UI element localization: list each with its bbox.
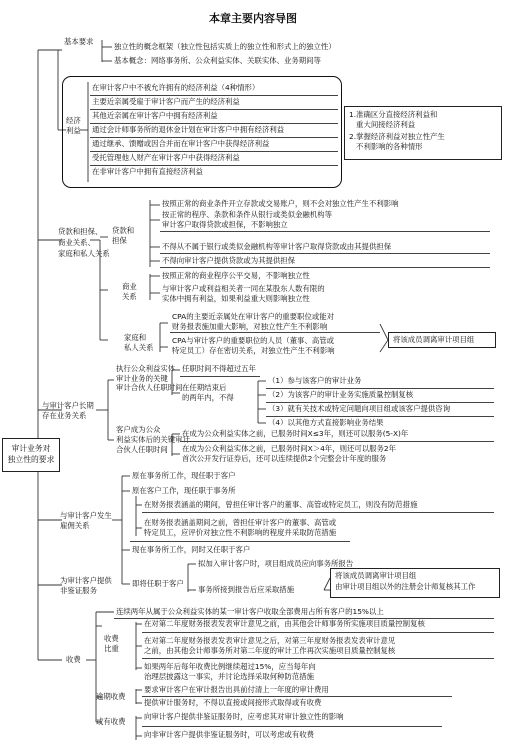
loan-item: 不得向审计客户提供贷款或为其提供担保 (162, 256, 296, 265)
ratio-item: 在对第二年度财务报表发表审计意见之后，对第三年度财务报表发表审计意见 之前，由其他会计师事务所对第二年度的审计工作再次实施项目质量控制复核 (144, 636, 396, 655)
root-label: 审计业务对 独立性的要求 (7, 444, 55, 464)
hire-item: 原在事务所工作，现任职于客户 (132, 471, 236, 480)
loan-item: 按正常的程序、条款和条件从银行或类似金融机构等 审计客户取得贷款或担保，不影响独立 (162, 210, 332, 229)
econ-item: 通过继承、馈赠或因合并而在审计客户中获得经济利益 (92, 139, 270, 148)
overdue-item: 提供审计服务时，不得以直接或间接形式取得或有收费 (144, 698, 322, 707)
econ-item: 受托管理他人财产在审计客户中获得经济利益 (92, 153, 240, 162)
econ-note: 1.准确区分直接经济利益和 重大间接经济利益 (349, 110, 438, 129)
cooling-item: （2）为该客户的审计业务实施质量控制复核 (268, 390, 414, 399)
basic-item: 基本概念：网络事务所、公众利益实体、关联实体、业务期间等 (114, 56, 321, 65)
contingent-label: 或有收费 (96, 717, 126, 726)
cooling-item: （1）参与该客户的审计业务 (268, 376, 362, 385)
ratio-item: 在对第二年度财务报表发表审计意见之前，由其他会计师事务所实施项目质量控制复核 (144, 619, 425, 628)
ratio-item: 如果两年后每年收费比例继续超过15%，应当每年向 治理层披露这一事实，并讨论选择采取何种防范措施 (144, 662, 316, 681)
longterm-label: 与审计客户长期 存在业务关系 (42, 401, 94, 420)
family-label: 家庭和 私人关系 (124, 333, 154, 352)
hire-label: 与审计客户发生 雇佣关系 (60, 511, 112, 530)
fees-label: 收费 (66, 655, 81, 664)
cooling-item: （4）以其他方式直接影响业务结果 (268, 418, 384, 427)
page-title: 本章主要内容导图 (209, 12, 297, 25)
hire-item: 在财务报表涵盖期间之前，曾担任审计客户的董事、高管或 特定员工，应评价对独立性不利影响的程度并采取防范措施 (144, 518, 337, 537)
family-item: CPA的主要近亲属处在审计客户的重要职位或能对 财务报表施加重大影响，对独立性产生不利影响 (172, 312, 335, 331)
business-item: 与审计客户或利益相关者一同在某股东人数有限的 实体中拥有利益，如果利益重大则影响独立性 (162, 284, 325, 303)
join-result: 由审计项目组以外的注册会计师复核其工作 (335, 582, 476, 591)
business-item: 按照正常的商业程序公平交易，不影响独立性 (162, 271, 310, 280)
hire-item: 现在事务所工作，同时又任职于客户 (132, 545, 251, 554)
max-years: 任职时间不得超过五年 (182, 364, 256, 373)
econ-item: 其他近亲属在审计客户中拥有经济利益 (92, 111, 218, 120)
join-item: 事务所接到报告后应采取措施 (198, 585, 295, 594)
econ-label: 经济 利益 (66, 116, 81, 135)
econ-note: 2.掌握经济利益对独立性产生 不利影响的各种情形 (349, 132, 445, 151)
family-result: 将该成员调离审计项目组 (393, 335, 475, 344)
loans-label: 贷款和担保、 商业关系、 家庭和私人关系 (58, 227, 110, 258)
hire-item: 原在客户工作，现任职于事务所 (132, 486, 236, 495)
family-result-box (388, 332, 496, 348)
hire-item: 在财务报表涵盖的期间，曾担任审计客户的董事、高管或特定员工，则没有防范措施 (144, 500, 418, 509)
root-node (2, 438, 60, 472)
loan-item: 按照正常的商业条件开立存款或交易账户，则不会对独立性产生不利影响 (162, 199, 399, 208)
became-item: 在成为公众利益实体之前，已服务时间X＞4年，则还可以服务2年 首次公开发行证券后，还可以连续提供2个完整会计年度的服务 (182, 444, 397, 463)
contingent-item: 向非审计客户提供非鉴证服务时，可以考虑或有收费 (144, 730, 314, 739)
econ-item: 主要近亲属受雇于审计客户而产生的经济利益 (92, 97, 240, 106)
econ-item: 在审计客户中不被允许拥有的经济利益（4种情形） (92, 83, 260, 92)
basic-label: 基本要求 (64, 37, 94, 46)
public-partner-label: 执行公众利益实体 审计业务的关键 审计合伙人任职时间 (116, 364, 183, 392)
nonaudit-label: 为审计客户提供 非鉴证服务 (60, 576, 112, 595)
join-item: 拟加入审计客户时，项目组成员应向事务所报告 (198, 559, 354, 568)
econ-item: 通过会计师事务所的退休金计划在审计客户中拥有经济利益 (92, 125, 285, 134)
cooling-item: （3）就有关技术或特定问题向项目组或该客户提供咨询 (268, 404, 451, 413)
overdue-label: 逾期收费 (96, 692, 126, 701)
join-results-box (330, 568, 500, 598)
family-item: CPA与审计客户的重要职位的人员（董事、高管或 特定员工）存在密切关系，对独立性产生不利影响 (172, 336, 335, 355)
join-result: 将该成员调离审计项目组 (335, 571, 417, 580)
became-public-label: 客户成为公众 利益实体后的关键审计 合伙人任职时间 (116, 425, 190, 454)
business-label: 商业 关系 (122, 282, 137, 301)
loan-guarantee-label: 贷款和 担保 (112, 226, 135, 245)
fees-top: 连续两年从属于公众利益实体的某一审计客户收取全部费用占所有客户的15%以上 (116, 607, 384, 616)
contingent-item: 向审计客户提供非鉴证服务时，应考虑其对审计独立性的影响 (144, 712, 344, 721)
loan-item: 不得从不属于银行或类似金融机构等审计客户取得贷款或由其提供担保 (162, 242, 392, 251)
join-label: 即将任职于客户 (132, 579, 184, 588)
basic-item: 独立性的概念框架（独立性包括实质上的独立性和形式上的独立性） (114, 42, 336, 51)
econ-notes-box (344, 106, 502, 160)
overdue-item: 要求审计客户在审计报告出具前付清上一年度的审计费用 (144, 685, 329, 694)
became-item: 在成为公众利益实体之前，已服务时间X≤3年，则还可以服务(5-X)年 (182, 429, 409, 438)
econ-item: 在非审计客户中拥有直接经济利益 (92, 167, 203, 176)
ratio-label: 收费 比重 (104, 634, 119, 653)
cooling-label: 在任期结束后 的两年内，不得 (182, 383, 234, 402)
